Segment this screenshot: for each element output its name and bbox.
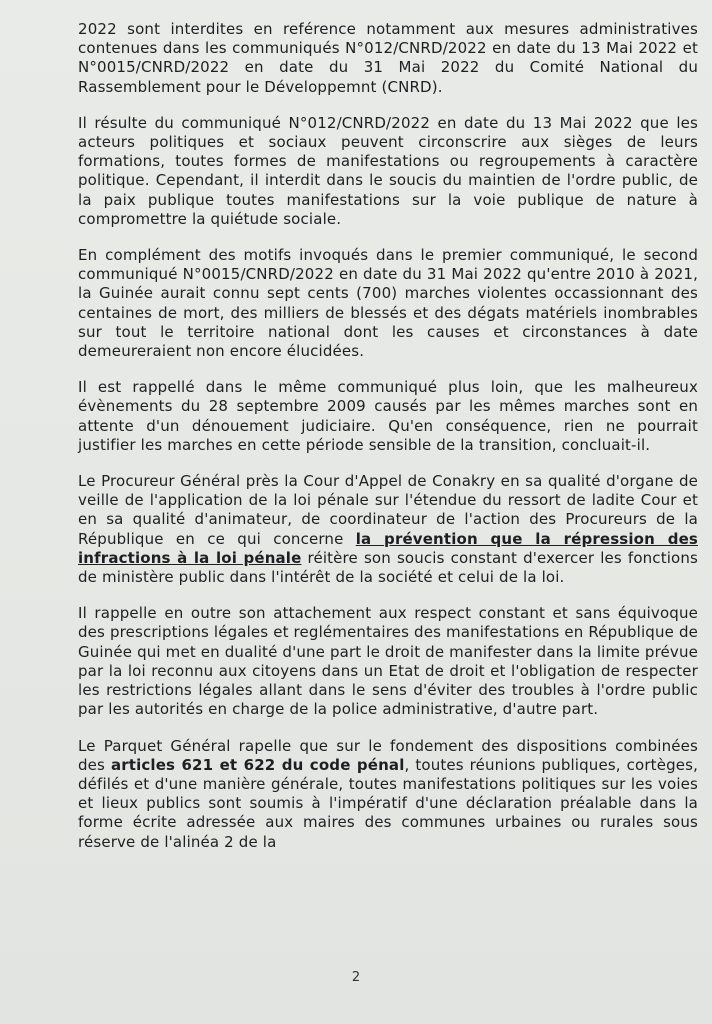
paragraph-text: Il est rappellé dans le même communiqué plus loin, que les malheureux évènements du 28 septembre 2009 causés par les mêmes marches sont en attente d'un dénouement judiciaire. Qu'en conséquence, rien ne pourrait justifier les marches en cette période sensible de la transition, concluait-il. [78,378,698,454]
paragraph-1 [78,20,698,97]
paragraph-7 [78,737,698,852]
emphasis-prevention-repression: la prévention que la répression des infractions à la loi pénale [78,529,698,567]
emphasis-articles-code-penal: articles 621 et 622 du code pénal [110,755,405,774]
paragraph-4 [78,378,698,455]
document-body [78,20,698,869]
paragraph-text: réitère son soucis constant d'exercer les fonctions de ministère public dans l'intérêt de la société et celui de la loi. [78,548,699,587]
paragraph-text: , toutes réunions publiques, cortèges, défilés et d'une manière générale, toutes manifestations politiques sur les voies et lieux publics sont soumis à l'impératif d'une déclaration préalable dans la forme écrite adressée aux maires des communes urbaines ou rurales sous réserve de l'alinéa 2 de la [78,755,699,851]
paragraph-text: En complément des motifs invoqués dans le premier communiqué, le second communiqué N°0015/CNRD/2022 en date du 31 Mai 2022 qu'entre 2010 à 2021, la Guinée aurait connu sept cents (700) marches violentes occassionnant des centaines de mort, des milliers de blessés et des dégats matériels inombrables sur tout le territoire national dont les causes et circonstances à date demeureraient non encore élucidées. [78,246,698,361]
paragraph-6 [78,604,698,719]
paragraph-text: Il résulte du communiqué N°012/CNRD/2022 en date du 13 Mai 2022 que les acteurs politiques et sociaux peuvent circonscrire aux sièges de leurs formations, toutes formes de manifestations ou regroupements à caractère politique. Cependant, il interdit dans le soucis du maintien de l'ordre public, de la paix publique toutes manifestations sur la voie publique de nature à compromettre la quiétude sociale. [78,113,698,228]
paragraph-3 [78,246,698,361]
paragraph-text: Le Parquet Général rapelle que sur le fondement des dispositions combinées des [78,736,698,774]
paragraph-text: Il rappelle en outre son attachement aux respect constant et sans équivoque des prescriptions légales et reglémentaires des manifestations en République de Guinée qui met en dualité d'une part le droit de manifester dans la limite prévue par la loi reconnu aux citoyens dans un Etat de droit et l'obligation de respecter les restrictions légales allant dans le sens d'éviter des troubles à l'ordre public par les autorités en charge de la police administrative, d'autre part. [78,604,698,719]
paragraph-2 [78,114,698,229]
page-number: 2 [351,970,361,985]
paragraph-5 [78,472,698,587]
paragraph-text: Le Procureur Général près la Cour d'Appel de Conakry en sa qualité d'organe de veille de l'application de la loi pénale sur l'étendue du ressort de ladite Cour et en sa qualité d'animateur, de coordinateur de l'action des Procureurs de la République en ce qui concerne [78,472,698,548]
paragraph-text: 2022 sont interdites en reférence notamment aux mesures administratives contenues dans les communiqués N°012/CNRD/2022 en date du 13 Mai 2022 et N°0015/CNRD/2022 en date du 31 Mai 2022 du Comité National du Rassemblement pour le Développemnt (CNRD). [78,20,698,96]
